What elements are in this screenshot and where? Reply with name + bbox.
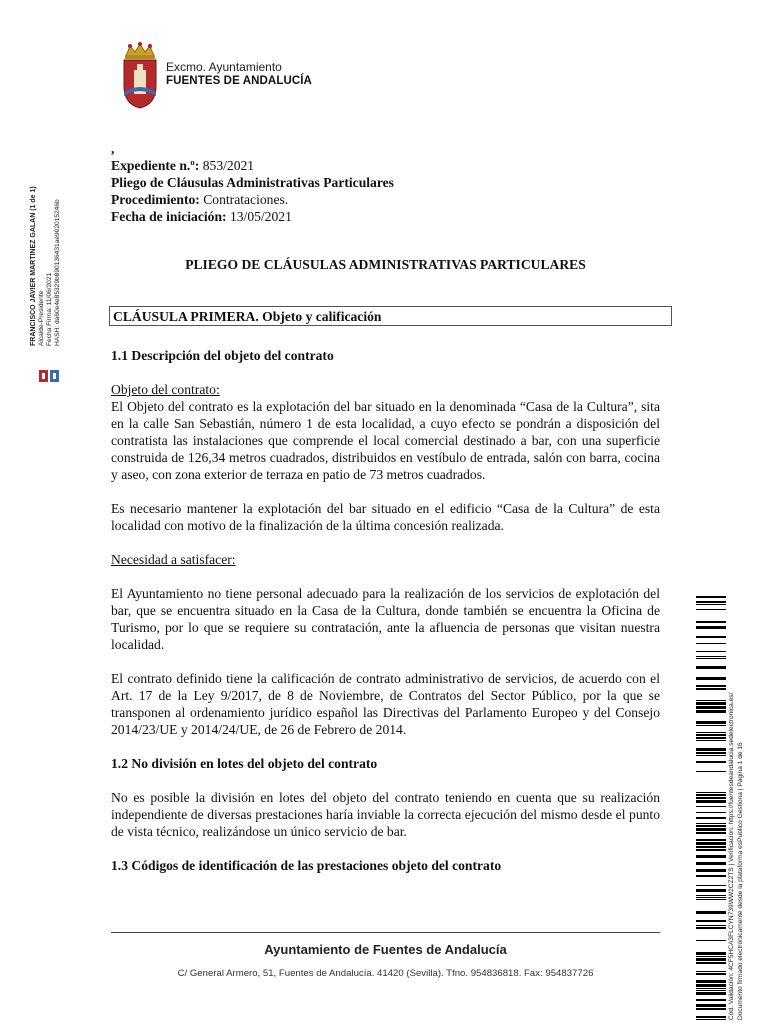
signer-role: Alcalde-Presidente: [38, 290, 45, 346]
fecha-label: Fecha de iniciación:: [111, 209, 227, 224]
document-meta: [111, 140, 660, 225]
verification-line-2: Documento firmado electrónicamente desde la plataforma esPublico Gestiona | Página 1 de 16: [736, 742, 744, 1020]
section-1-2-heading: 1.2 No división en lotes del objeto del contrato: [111, 756, 378, 771]
calificacion-paragraph: El contrato definido tiene la calificación de contrato administrativo de servicios, de acuerdo con el Art. 17 de la Ley 9/2017, de 8 de Noviembre, de Contratos del Sector Público, por la que se transponen al ordenamiento jurídico español las Directivas del Parlamento Europeo y del Consejo 2014/23/UE y 2014/24/UE, de 26 de Febrero de 2014.: [111, 671, 660, 737]
organization-name: [166, 60, 312, 88]
procedimiento-label: Procedimiento:: [111, 192, 200, 207]
procedimiento-line: [111, 191, 660, 208]
procedimiento-value: Contrataciones.: [199, 192, 289, 207]
signer-name: FRANCISCO JAVIER MARTINEZ GALAN (1 de 1): [30, 186, 37, 346]
expediente-value: 853/2021: [199, 158, 255, 173]
necesidad-paragraph: El Ayuntamiento no tiene personal adecuado para la realización de los servicios de explotación del bar, que se encuentra situado en la Casa de la Cultura, donde también se encuentra la Oficina de Turismo, por lo que se requiere su contratación, ante la afluencia de personas que visitan nuestra localidad.: [111, 586, 660, 652]
clause-title: CLÁUSULA PRIMERA. Objeto y calificación: [113, 309, 382, 324]
objeto-label: Objeto del contrato:: [111, 382, 220, 397]
verification-strip: [694, 596, 758, 1020]
signature-strip: [12, 176, 72, 346]
pliego-line: [111, 174, 660, 191]
document-body: [111, 347, 660, 874]
barcode-icon: [696, 596, 726, 1020]
pliego-label: Pliego de Cláusulas Administrativas Particulares: [111, 175, 394, 190]
objeto-paragraph: El Objeto del contrato es la explotación del bar situado en la denominada “Casa de la Cultura”, sita en la calle San Sebastián, número 1 de esta localidad, a cuyo efecto se pondrán a disposición del contratista las instalaciones que comprende el local comercial destinado a bar, con una superficie construida de 126,34 metros cuadrados, distribuidos en vestíbulo de entrada, salón con barra, cocina y aseo, con zona exterior de terraza en patio de 73 metros cuadrados.: [111, 399, 660, 482]
clause-heading-box: [109, 306, 672, 326]
footer-address: C/ General Armero, 51, Fuentes de Andalucía. 41420 (Sevilla). Tfno. 954836818. Fax: 954837726: [177, 968, 594, 979]
footer-title: Ayuntamiento de Fuentes de Andalucía: [264, 942, 507, 957]
mini-seal-icon: [38, 368, 60, 384]
org-line-2: FUENTES DE ANDALUCÍA: [166, 75, 312, 87]
fecha-value: 13/05/2021: [226, 209, 292, 224]
document-title: PLIEGO DE CLÁUSULAS ADMINISTRATIVAS PARTICULARES: [185, 257, 586, 272]
expediente-line: [111, 157, 660, 174]
org-line-1: Excmo. Ayuntamiento: [166, 60, 282, 74]
meta-comma: ,: [111, 141, 115, 156]
fecha-line: [111, 208, 660, 225]
section-1-3-heading: 1.3 Códigos de identificación de las prestaciones objeto del contrato: [111, 858, 502, 873]
coat-of-arms-logo: [120, 42, 160, 110]
expediente-label: Expediente n.º:: [111, 158, 200, 173]
footer-divider: [111, 932, 660, 933]
signature-date: Fecha Firma: 11/06/2021: [46, 272, 53, 346]
verification-line-1: Cód. Validación: 4CF5HCA3FLCYN739WW2CZ2TS | Verificación: https://fuentesdeandalucia.sedelectronica.es/: [728, 692, 735, 1020]
signature-hash: HASH: da60e4e85329b890136431ae902015246b: [54, 199, 61, 346]
necesidad-label: Necesidad a satisfacer:: [111, 552, 236, 567]
section-1-1-heading: 1.1 Descripción del objeto del contrato: [111, 348, 334, 363]
necesario-paragraph: Es necesario mantener la explotación del bar situado en el edificio “Casa de la Cultura” de esta localidad con motivo de la finalización de la última concesión realizada.: [111, 501, 660, 533]
lotes-paragraph: No es posible la división en lotes del objeto del contrato teniendo en cuenta que su realización independiente de diversas prestaciones haría inviable la correcta ejecución del mismo desde el punto de vista técnico, realizándose un único servicio de bar.: [111, 790, 660, 839]
